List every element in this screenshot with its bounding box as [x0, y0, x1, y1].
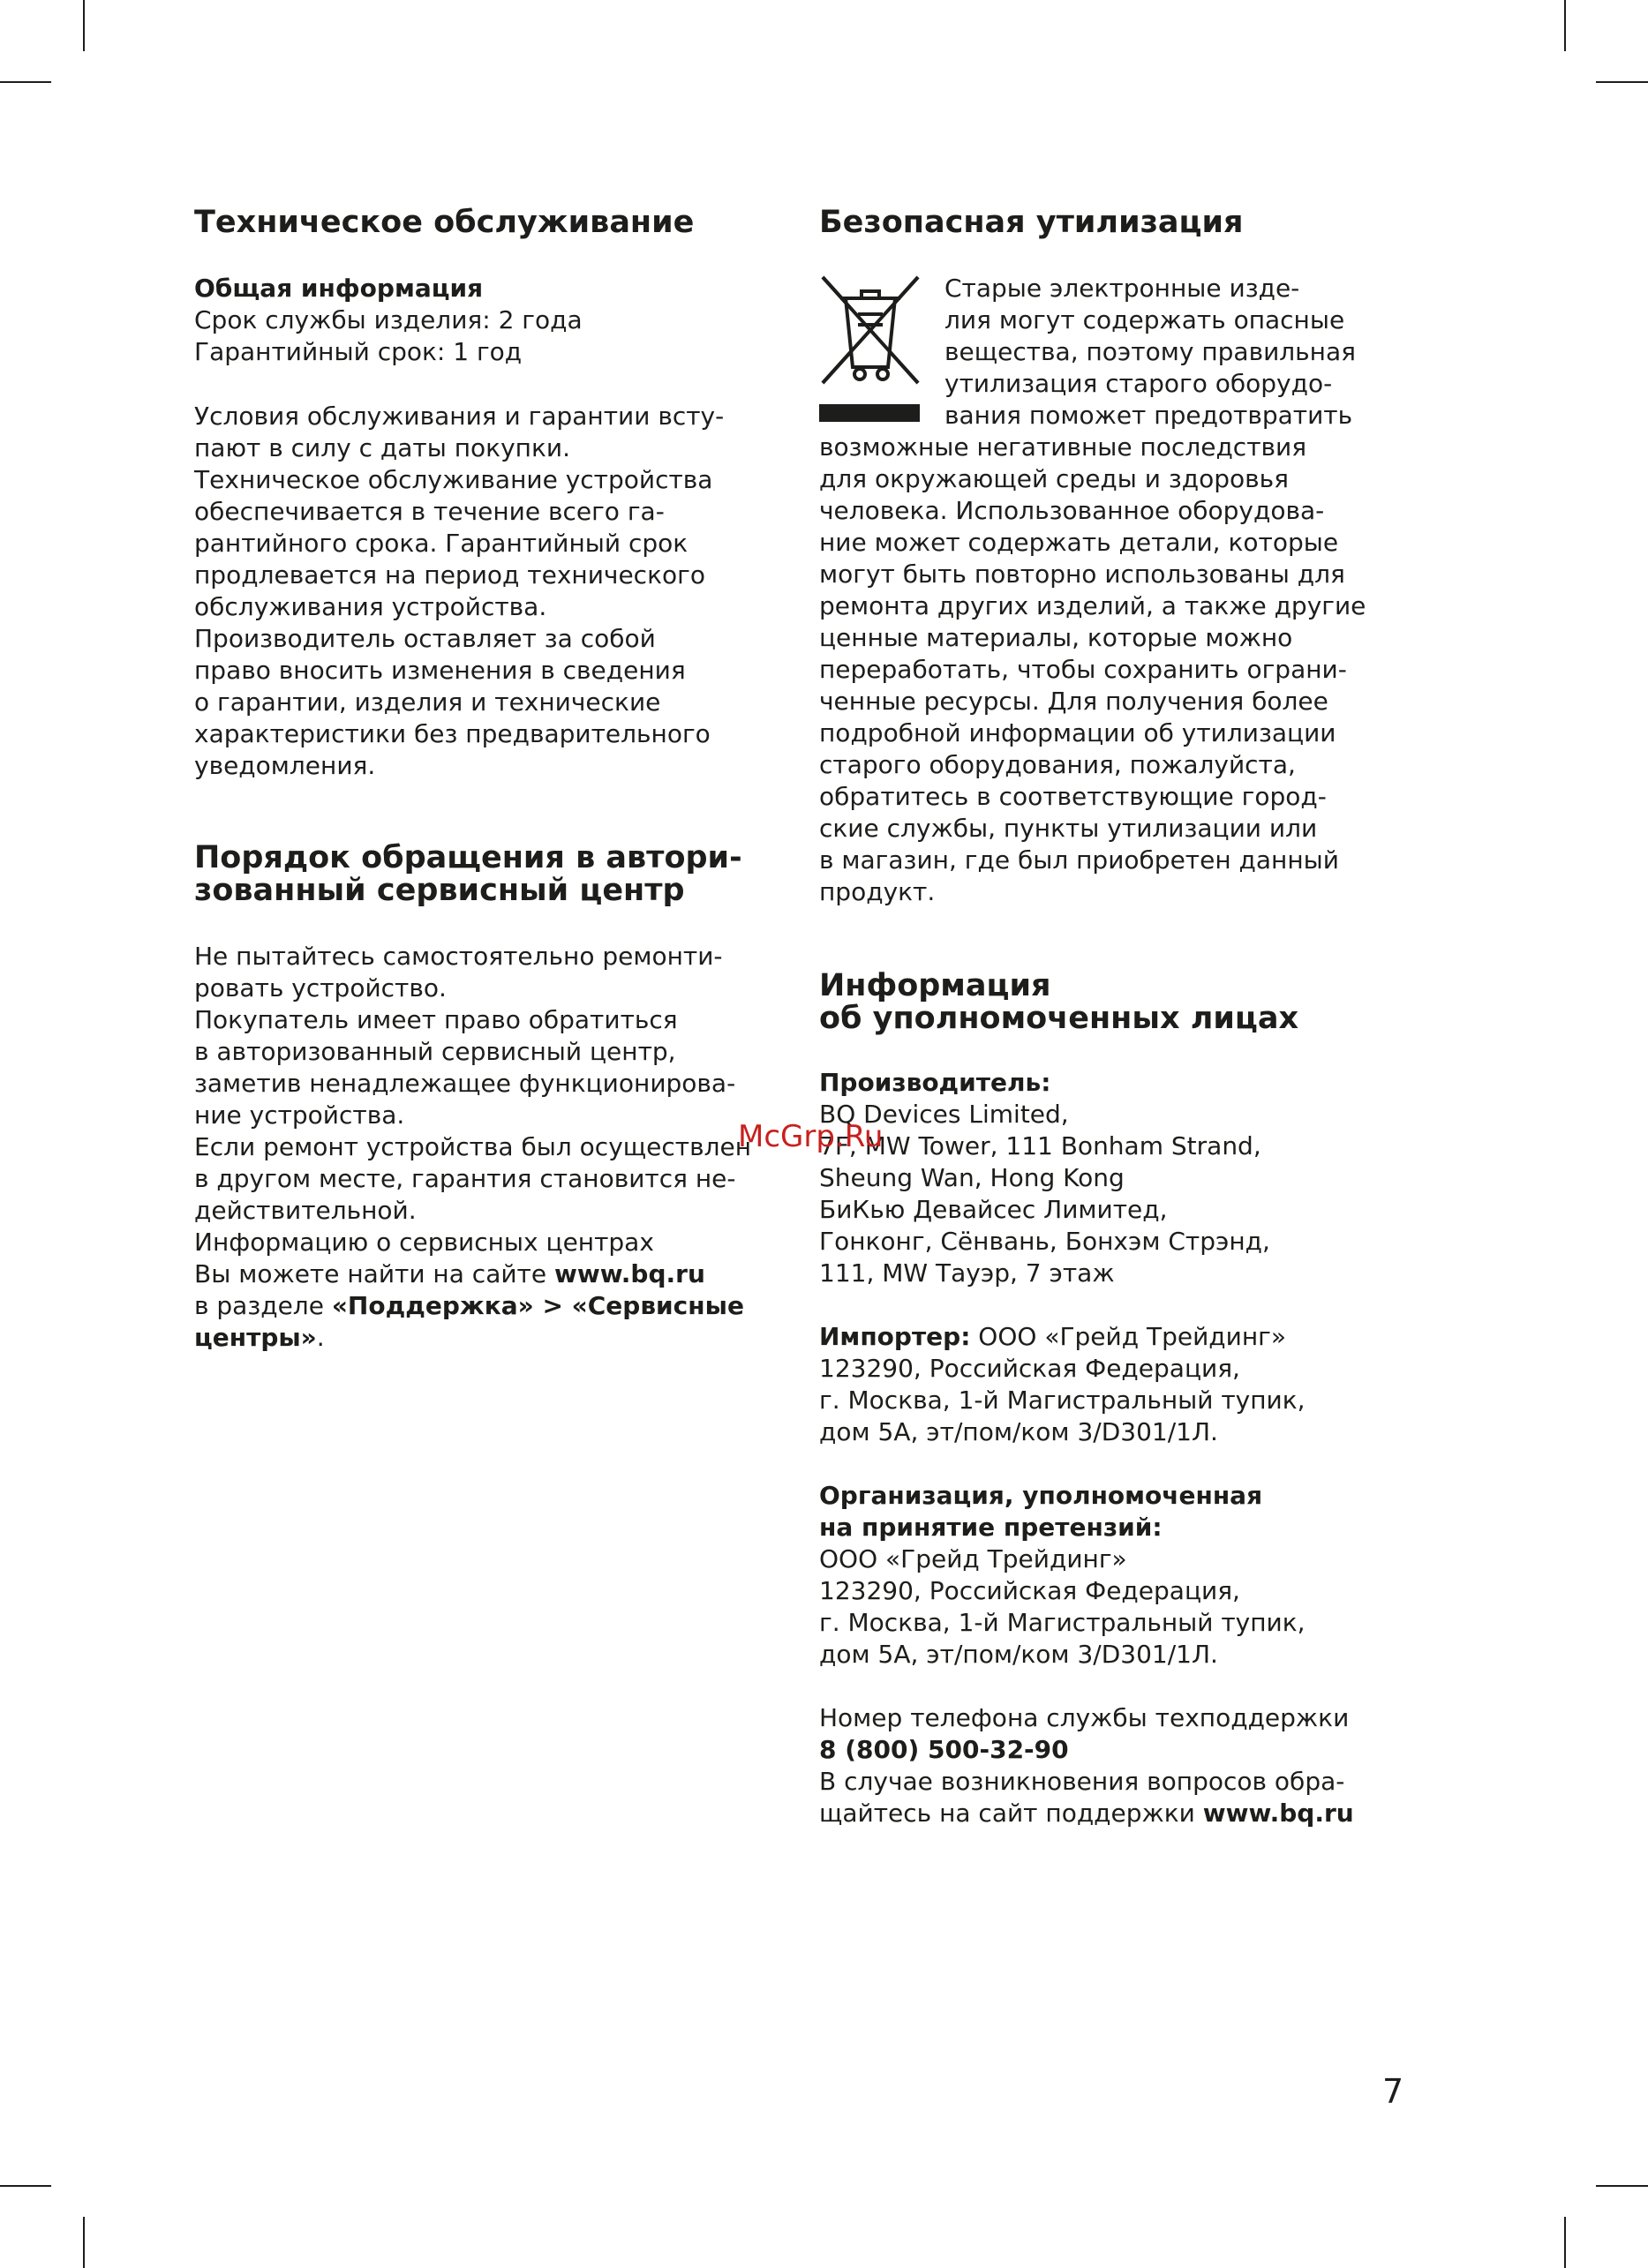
crop-mark: [83, 2217, 85, 2268]
text-line: г. Москва, 1-й Магистральный тупик,: [819, 1386, 1306, 1415]
crop-mark: [1596, 81, 1648, 83]
crop-mark: [83, 0, 85, 51]
text-line: ООО «Грейд Трейдинг»: [819, 1544, 1127, 1573]
text-line: в другом месте, гарантия становится не-: [194, 1164, 736, 1193]
text-line: В случае возникновения вопросов обра-: [819, 1767, 1345, 1796]
warranty-text: [194, 401, 724, 782]
org-heading: на принятие претензий:: [819, 1513, 1163, 1542]
text-line: заметив ненадлежащее функционирова-: [194, 1069, 736, 1098]
org-heading: Организация, уполномоченная: [819, 1481, 1263, 1510]
text-line: Срок службы изделия: 2 года: [194, 305, 583, 334]
crop-mark: [1596, 2185, 1648, 2187]
text-line: в магазин, где был приобретен данный: [819, 845, 1339, 875]
crop-mark: [1564, 0, 1566, 51]
text-line: БиКью Девайсес Лимитед,: [819, 1195, 1168, 1224]
text-line: о гарантии, изделия и технические: [194, 687, 661, 717]
section-name: «Поддержка» > «Сервисные: [331, 1291, 744, 1320]
support-line: [819, 1798, 1354, 1829]
support-prefix: щайтесь на сайт поддержки: [819, 1799, 1203, 1828]
text-line: Sheung Wan, Hong Kong: [819, 1163, 1125, 1192]
text-line: ценные материалы, которые можно: [819, 623, 1293, 652]
text-line: ние устройства.: [194, 1100, 405, 1130]
phone-label: Номер телефона службы техподдержки: [819, 1703, 1350, 1732]
crop-mark: [0, 81, 51, 83]
text-line: обслуживания устройства.: [194, 592, 547, 621]
title-line: об уполномоченных лицах: [819, 1001, 1299, 1036]
text-line: уведомления.: [194, 751, 376, 780]
text-line: Техническое обслуживание устройства: [194, 465, 713, 494]
text-line: дом 5А, эт/пом/ком 3/D301/1Л.: [819, 1640, 1218, 1669]
org-block: [819, 1480, 1306, 1671]
phone-number[interactable]: 8 (800) 500-32-90: [819, 1735, 1069, 1764]
text-line: продукт.: [819, 877, 936, 906]
text-line: возможные негативные последствия: [819, 432, 1307, 462]
text-line: в авторизованный сервисный центр,: [194, 1037, 676, 1066]
text-line: Не пытайтесь самостоятельно ремонти-: [194, 942, 723, 971]
text-line: Покупатель имеет право обратиться: [194, 1005, 678, 1034]
info-title: [819, 970, 1298, 1035]
text-line: переработать, чтобы сохранить ограни-: [819, 655, 1347, 684]
text-line: могут быть повторно использованы для: [819, 559, 1345, 589]
importer-name: ООО «Грейд Трейдинг»: [970, 1322, 1286, 1351]
disposal-text: [819, 273, 1366, 908]
title-line: зованный сервисный центр: [194, 873, 685, 908]
text-line: Условия обслуживания и гарантии всту-: [194, 402, 725, 431]
importer-label: Импортер:: [819, 1322, 971, 1351]
text-line: ченные ресурсы. Для получения более: [819, 687, 1328, 716]
section-line-2: [194, 1322, 751, 1354]
text-line: рантийного срока. Гарантийный срок: [194, 529, 689, 558]
text-line: обратитесь в соответствующие город-: [819, 782, 1327, 811]
text-line: для окружающей среды и здоровья: [819, 464, 1290, 493]
section-line: [194, 1290, 751, 1322]
text-line: Гарантийный срок: 1 год: [194, 337, 523, 366]
section-end: .: [316, 1323, 325, 1352]
text-line: продлевается на период технического: [194, 560, 705, 590]
text-line: право вносить изменения в сведения: [194, 656, 686, 685]
text-line: Производитель оставляет за собой: [194, 624, 656, 653]
title-line: Информация: [819, 968, 1051, 1003]
service-text: [194, 941, 751, 1354]
text-line: старого оборудования, пожалуйста,: [819, 750, 1296, 779]
support-link[interactable]: www.bq.ru: [1202, 1799, 1354, 1828]
text-line: утилизация старого оборудо-: [944, 369, 1333, 398]
site-prefix: Вы можете найти на сайте: [194, 1259, 554, 1288]
text-line: человека. Использованное оборудова-: [819, 496, 1325, 525]
maintenance-title: Техническое обслуживание: [194, 205, 695, 240]
text-line: пают в силу с даты покупки.: [194, 433, 570, 462]
text-line: 7F, MW Tower, 111 Bonham Strand,: [819, 1131, 1261, 1160]
crop-mark: [1564, 2217, 1566, 2268]
service-title: [194, 842, 742, 907]
site-link[interactable]: www.bq.ru: [553, 1259, 705, 1288]
text-line: ремонта других изделий, а также другие: [819, 591, 1366, 620]
text-line: вещества, поэтому правильная: [944, 337, 1356, 366]
text-line: Старые электронные изде-: [944, 274, 1300, 303]
text-line: характеристики без предварительного: [194, 719, 711, 748]
text-line: вания поможет предотвратить: [944, 401, 1353, 430]
section-prefix: в разделе: [194, 1291, 332, 1320]
text-line: Информацию о сервисных центрах: [194, 1228, 654, 1257]
text-line: Гонконг, Сёнвань, Бонхэм Стрэнд,: [819, 1227, 1270, 1256]
text-line: 123290, Российская Федерация,: [819, 1354, 1240, 1383]
site-line: [194, 1258, 751, 1290]
crop-mark: [0, 2185, 51, 2187]
text-line: 123290, Российская Федерация,: [819, 1576, 1240, 1605]
text-line: 111, MW Тауэр, 7 этаж: [819, 1258, 1115, 1288]
text-line: BQ Devices Limited,: [819, 1100, 1069, 1129]
support-block: [819, 1702, 1354, 1829]
text-line: Если ремонт устройства был осуществлен: [194, 1132, 751, 1161]
text-line: обеспечивается в течение всего га-: [194, 497, 665, 526]
text-line: подробной информации об утилизации: [819, 718, 1336, 747]
importer-block: [819, 1321, 1306, 1448]
text-line: действительной.: [194, 1196, 417, 1225]
general-info: [194, 273, 583, 368]
text-line: г. Москва, 1-й Магистральный тупик,: [819, 1608, 1306, 1637]
disposal-title: Безопасная утилизация: [819, 205, 1244, 240]
text-line: дом 5А, эт/пом/ком 3/D301/1Л.: [819, 1417, 1218, 1446]
importer-line: [819, 1321, 1306, 1353]
page-number: 7: [1382, 2072, 1404, 2111]
text-line: ровать устройство.: [194, 973, 447, 1003]
title-line: Порядок обращения в автори-: [194, 840, 742, 875]
text-line: лия могут содержать опасные: [944, 305, 1345, 334]
section-name-end: центры»: [194, 1323, 317, 1352]
manufacturer-block: [819, 1067, 1270, 1289]
text-line: ние может содержать детали, которые: [819, 528, 1339, 557]
manufacturer-heading: Производитель:: [819, 1068, 1051, 1097]
text-line: ские службы, пункты утилизации или: [819, 814, 1318, 843]
general-info-heading: Общая информация: [194, 274, 484, 303]
watermark: McGrp.Ru: [738, 1119, 884, 1154]
